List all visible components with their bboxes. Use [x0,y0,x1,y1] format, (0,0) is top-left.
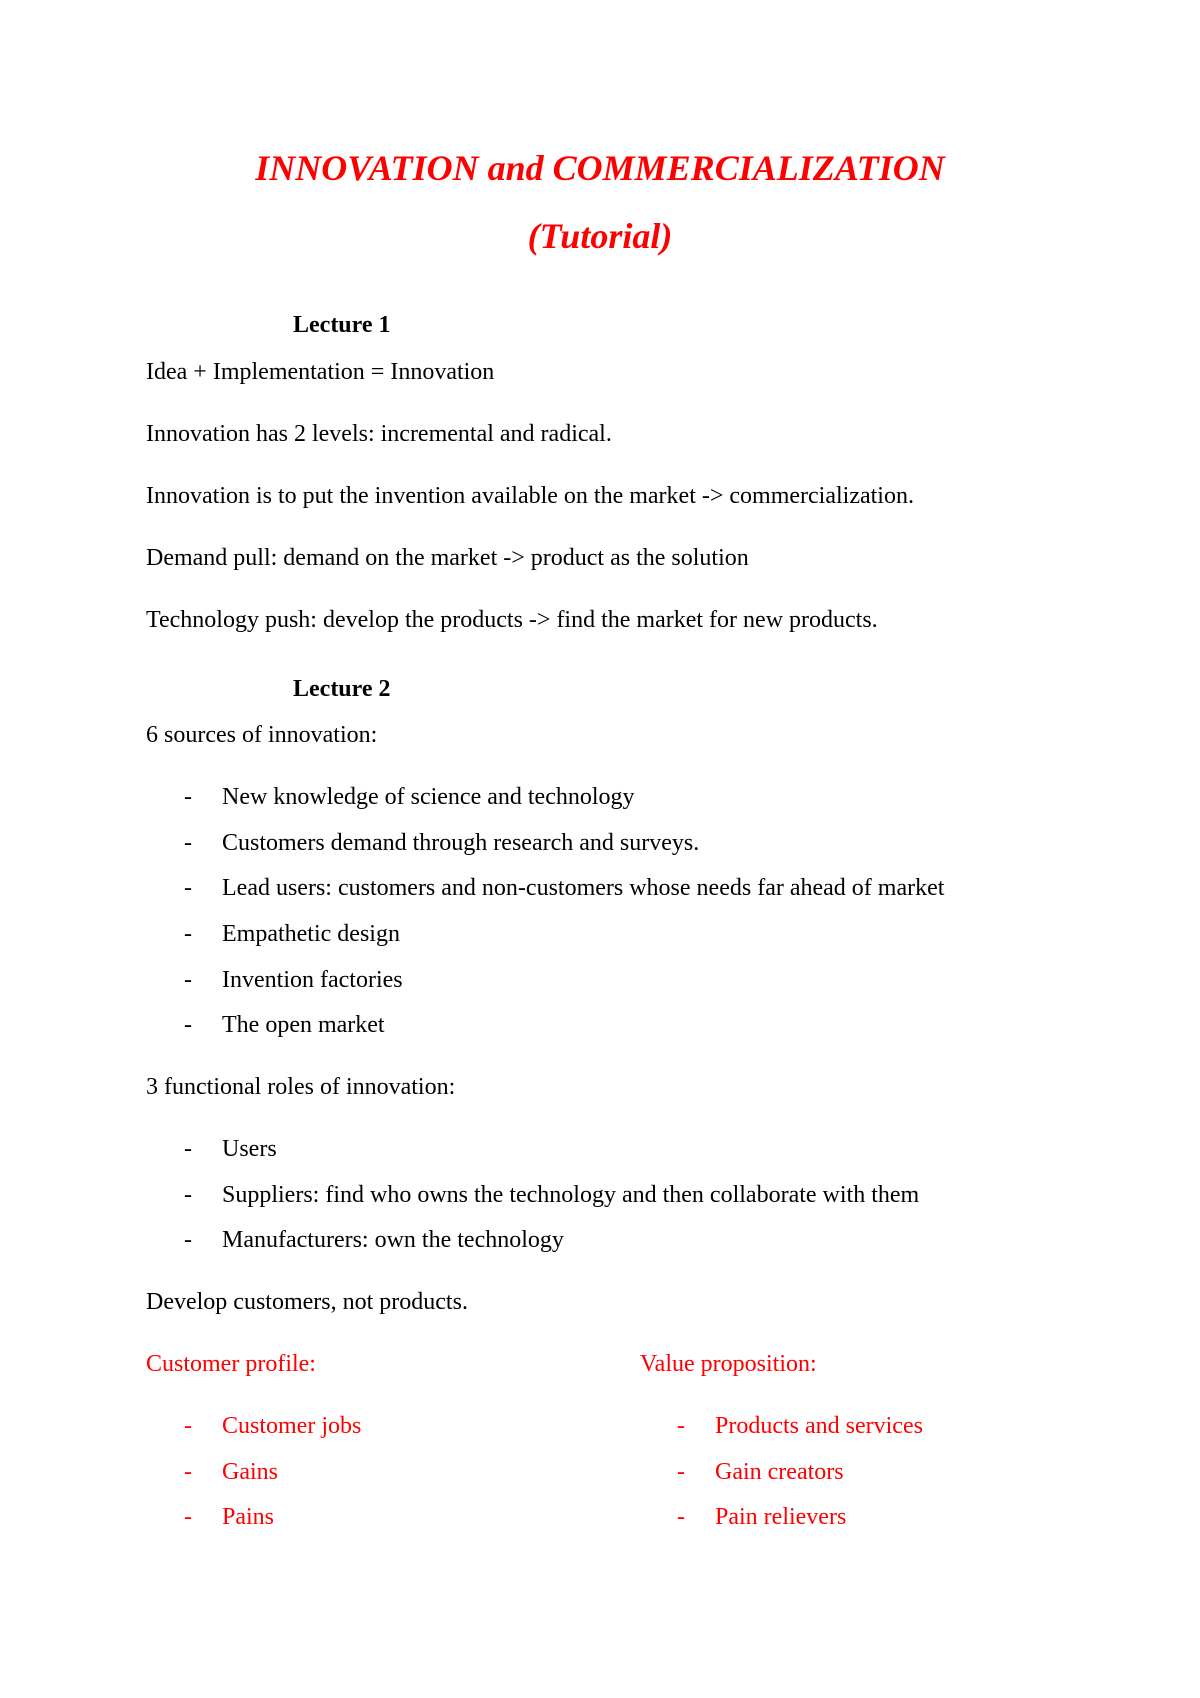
paragraph: Demand pull: demand on the market -> product as the solution [146,545,749,571]
bullet-dash: - [184,875,192,901]
list-item-text: Suppliers: find who owns the technology and then collaborate with them [222,1182,920,1208]
list-item-text: Gain creators [715,1459,844,1485]
bullet-dash: - [184,1012,192,1038]
list-item-text: Users [222,1136,277,1162]
paragraph: Innovation has 2 levels: incremental and radical. [146,421,612,447]
bullet-dash: - [184,1459,192,1485]
lecture-1-heading: Lecture 1 [293,312,391,338]
list-item-text: Customer jobs [222,1413,362,1439]
bullet-dash: - [184,1227,192,1253]
customer-profile-heading: Customer profile: [146,1351,316,1377]
list-item-text: Customers demand through research and surveys. [222,830,700,856]
list-item-text: Empathetic design [222,921,400,947]
paragraph: Idea + Implementation = Innovation [146,359,495,385]
bullet-dash: - [677,1504,685,1530]
list-item-text: Products and services [715,1413,923,1439]
document-subtitle: (Tutorial) [527,216,673,256]
paragraph: Innovation is to put the invention available on the market -> commercialization. [146,483,914,509]
bullet-dash: - [184,1182,192,1208]
bullet-dash: - [184,967,192,993]
bullet-dash: - [677,1413,685,1439]
list-item-text: Lead users: customers and non-customers whose needs far ahead of market [222,875,945,901]
develop-customers-line: Develop customers, not products. [146,1289,468,1315]
list-item-text: Invention factories [222,967,403,993]
list-item-text: Pains [222,1504,275,1530]
document-title: INNOVATION and COMMERCIALIZATION [255,148,945,188]
bullet-dash: - [184,1504,192,1530]
bullet-dash: - [184,1413,192,1439]
value-proposition-heading: Value proposition: [640,1351,817,1377]
list-item-text: Manufacturers: own the technology [222,1227,564,1253]
bullet-dash: - [184,784,192,810]
paragraph: Technology push: develop the products -> find the market for new products. [146,607,878,633]
sources-intro: 6 sources of innovation: [146,722,378,748]
bullet-dash: - [184,921,192,947]
list-item-text: Gains [222,1459,278,1485]
list-item-text: New knowledge of science and technology [222,784,635,810]
bullet-dash: - [677,1459,685,1485]
lecture-2-heading: Lecture 2 [293,676,391,702]
roles-intro: 3 functional roles of innovation: [146,1074,456,1100]
bullet-dash: - [184,830,192,856]
bullet-dash: - [184,1136,192,1162]
list-item-text: Pain relievers [715,1504,847,1530]
list-item-text: The open market [222,1012,385,1038]
